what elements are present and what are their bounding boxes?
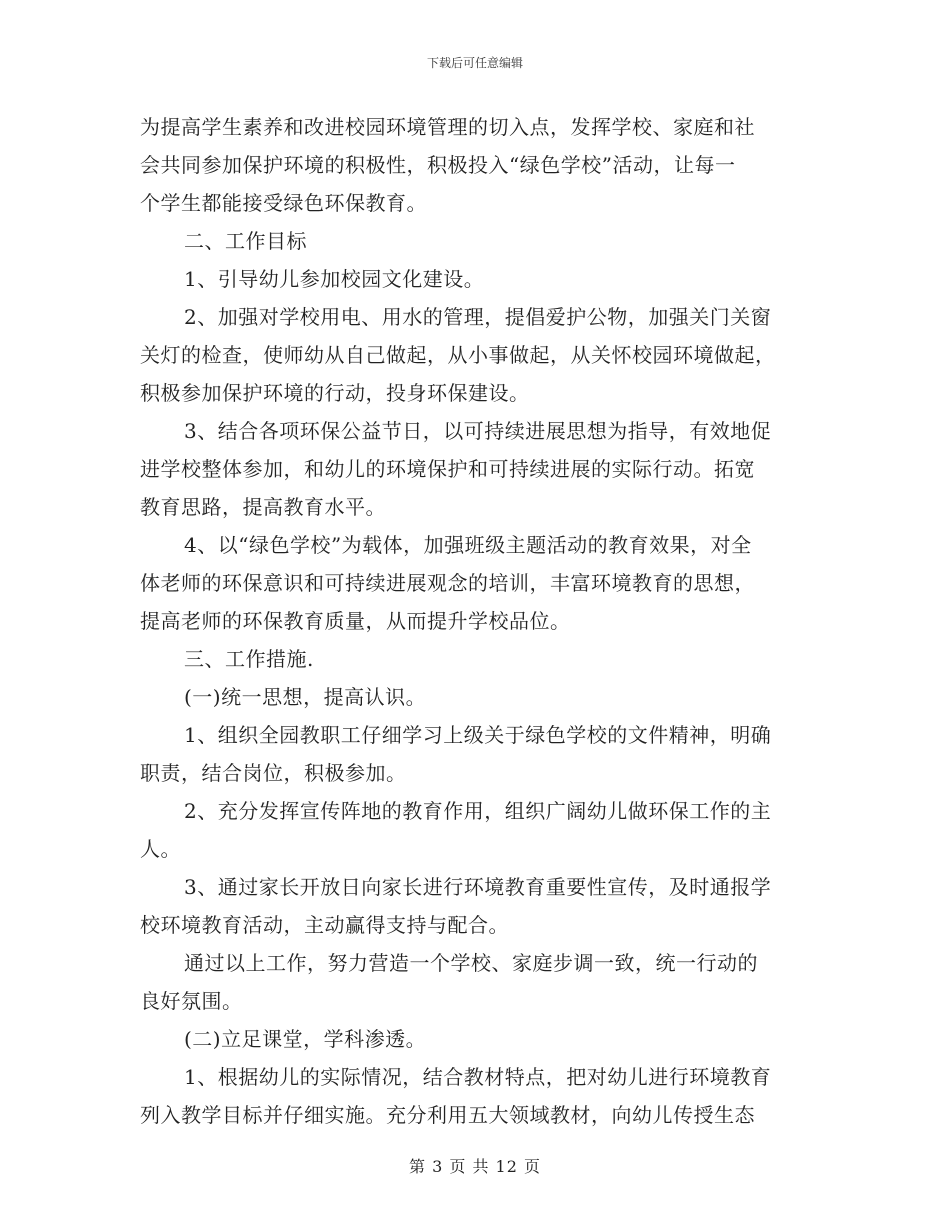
subsection-heading: (二)立足课堂，学科渗透。 <box>184 1027 427 1051</box>
subsection-heading: (一)统一思想，提高认识。 <box>184 685 427 709</box>
text-line: 积极参加保护环境的行动，投身环保建设。 <box>140 381 530 405</box>
page-header: 下载后可任意编辑 <box>426 56 523 70</box>
text-line: 会共同参加保护环境的积极性，积极投入“绿色学校”活动，让每一 <box>140 153 736 177</box>
text-line: 教育思路，提高教育水平。 <box>140 495 386 519</box>
text-line: 2、加强对学校用电、用水的管理，提倡爱护公物，加强关门关窗 <box>184 305 772 329</box>
text-line: 职责，结合岗位，积极参加。 <box>140 761 407 785</box>
page-footer: 第 3 页 共 12 页 <box>409 1157 541 1176</box>
text-line: 4、以“绿色学校”为载体，加强班级主题活动的教育效果，对全 <box>184 533 752 557</box>
text-line: 3、结合各项环保公益节日，以可持续进展思想为指导，有效地促 <box>184 419 772 443</box>
document-body <box>140 108 815 1134</box>
text-line: 人。 <box>140 837 181 861</box>
text-line: 良好氛围。 <box>140 989 243 1013</box>
text-line: 关灯的检查，使师幼从自己做起，从小事做起，从关怀校园环境做起， <box>140 343 776 367</box>
text-line: 提高老师的环保教育质量，从而提升学校品位。 <box>140 609 571 633</box>
text-line: 1、根据幼儿的实际情况，结合教材特点，把对幼儿进行环境教育 <box>184 1065 772 1089</box>
section-heading: 三、工作措施. <box>184 647 314 671</box>
text-line: 校环境教育活动，主动赢得支持与配合。 <box>140 913 509 937</box>
text-line: 1、引导幼儿参加校园文化建设。 <box>184 267 485 291</box>
text-line: 列入教学目标并仔细实施。充分利用五大领域教材，向幼儿传授生态 <box>140 1103 755 1127</box>
text-line: 1、组织全园教职工仔细学习上级关于绿色学校的文件精神，明确 <box>184 723 772 747</box>
text-line: 进学校整体参加，和幼儿的环境保护和可持续进展的实际行动。拓宽 <box>140 457 755 481</box>
text-line: 为提高学生素养和改进校园环境管理的切入点，发挥学校、家庭和社 <box>140 115 755 139</box>
section-heading: 二、工作目标 <box>184 229 307 253</box>
text-line: 2、充分发挥宣传阵地的教育作用，组织广阔幼儿做环保工作的主 <box>184 799 772 823</box>
text-line: 个学生都能接受绿色环保教育。 <box>140 191 427 215</box>
text-line: 3、通过家长开放日向家长进行环境教育重要性宣传，及时通报学 <box>184 875 772 899</box>
text-line: 体老师的环保意识和可持续进展观念的培训，丰富环境教育的思想， <box>140 571 755 595</box>
text-line: 通过以上工作，努力营造一个学校、家庭步调一致，统一行动的 <box>184 951 758 975</box>
